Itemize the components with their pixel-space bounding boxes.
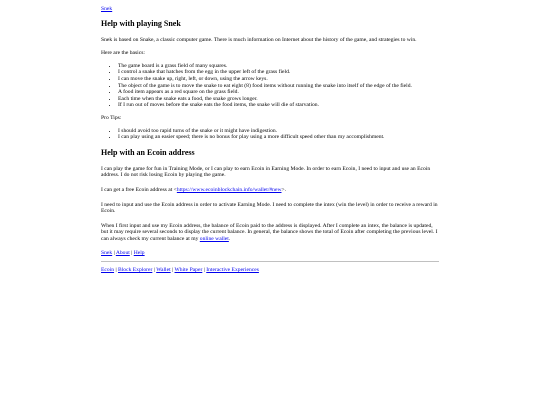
nav-help-link[interactable]: Help — [133, 250, 145, 257]
intro-paragraph: Snek is based on Snake, a classic computer game. There is much information on Internet about the history of the game, and strategies to win. — [101, 36, 417, 43]
ecoin-p4-suffix: . — [228, 235, 231, 242]
protips-list — [101, 128, 439, 141]
nav-separator: | — [113, 250, 115, 257]
heading-ecoin-address: Help with an Ecoin address — [101, 147, 195, 157]
footer-wallet-link[interactable]: Wallet — [156, 267, 171, 274]
footer-divider — [101, 261, 439, 262]
top-snek-link[interactable]: Snek — [101, 6, 113, 12]
basics-item: • I can move the snake up, right, left, or down, using the arrow keys. — [118, 76, 439, 83]
heading-playing-snek: Help with playing Snek — [101, 18, 181, 28]
nav-about-link[interactable]: About — [115, 250, 130, 257]
basics-item: • If I run out of moves before the snake eats the food items, the snake will die of starvation. — [118, 102, 439, 109]
basics-item: • I control a snake that hatches from the egg in the upper left of the grass field. — [118, 69, 439, 76]
basics-item: • A food item appears as a red square on the grass field. — [118, 89, 439, 96]
nav-separator: | — [115, 267, 117, 274]
help-page — [101, 6, 439, 274]
site-nav — [101, 250, 439, 257]
ecoin-paragraph-2 — [101, 187, 439, 194]
basics-item: • Each time when the snake eats a food, the snake grows longer. — [118, 96, 439, 103]
ecoin-paragraph-4 — [101, 223, 439, 243]
nav-separator: | — [153, 267, 155, 274]
ecoin-paragraph-1: I can play the game for fun in Training Mode, or I can play to earn Ecoin in Earning Mode. In order to earn Ecoin, I need to input and use an Ecoin address. I do not risk losing Ecoin by playing the game. — [101, 165, 431, 179]
ecoin-p2-prefix: I can get a free Ecoin address at < — [101, 186, 177, 193]
nav-separator: | — [172, 267, 174, 274]
protips-item: • I can play using an easier speed; there is no bonus for play using a more difficult speed other than my accomplishment. — [118, 134, 439, 141]
protips-item: • I should avoid too rapid turns of the snake or it might have indigestion. — [118, 128, 439, 135]
nav-separator: | — [131, 250, 133, 257]
online-wallet-link[interactable]: online wallet — [199, 235, 229, 242]
ecoin-nav — [101, 267, 439, 274]
basics-label: Here are the basics: — [101, 50, 145, 57]
footer-interactive-experiences-link[interactable]: Interactive Experiences — [206, 267, 259, 274]
protips-label: Pro Tips: — [101, 114, 122, 121]
basics-item: • The object of the game is to move the snake to eat eight (8) food items without running the snake into itself of the edge of the field. — [118, 83, 439, 90]
footer-ecoin-link[interactable]: Ecoin — [101, 267, 115, 274]
footer-block-explorer-link[interactable]: Block Explorer — [118, 267, 153, 274]
ecoin-p4-prefix: When I first input and use my Ecoin address, the balance of Ecoin paid to the address is displayed. After I complete an intex, the balance is updated, but it may require several seconds to display the current balance. In general, the balance shows the total of Ecoin after completing the previous level. I can always check my current balance at my — [101, 222, 438, 242]
basics-item: • The game board is a grass field of many squares. — [118, 63, 439, 70]
footer-white-paper-link[interactable]: White Paper — [174, 267, 203, 274]
basics-list — [101, 63, 439, 109]
free-ecoin-address-link[interactable]: https://www.ecoinblockchain.info/wallet/#new — [176, 186, 282, 193]
ecoin-p2-suffix: >. — [281, 186, 287, 193]
nav-separator: | — [203, 267, 205, 274]
nav-snek-link[interactable]: Snek — [101, 250, 113, 257]
ecoin-paragraph-3: I need to input and use the Ecoin address in order to activate Earning Mode. I need to complete the intex (win the level) in order to receive a reward in Ecoin. — [101, 201, 438, 215]
